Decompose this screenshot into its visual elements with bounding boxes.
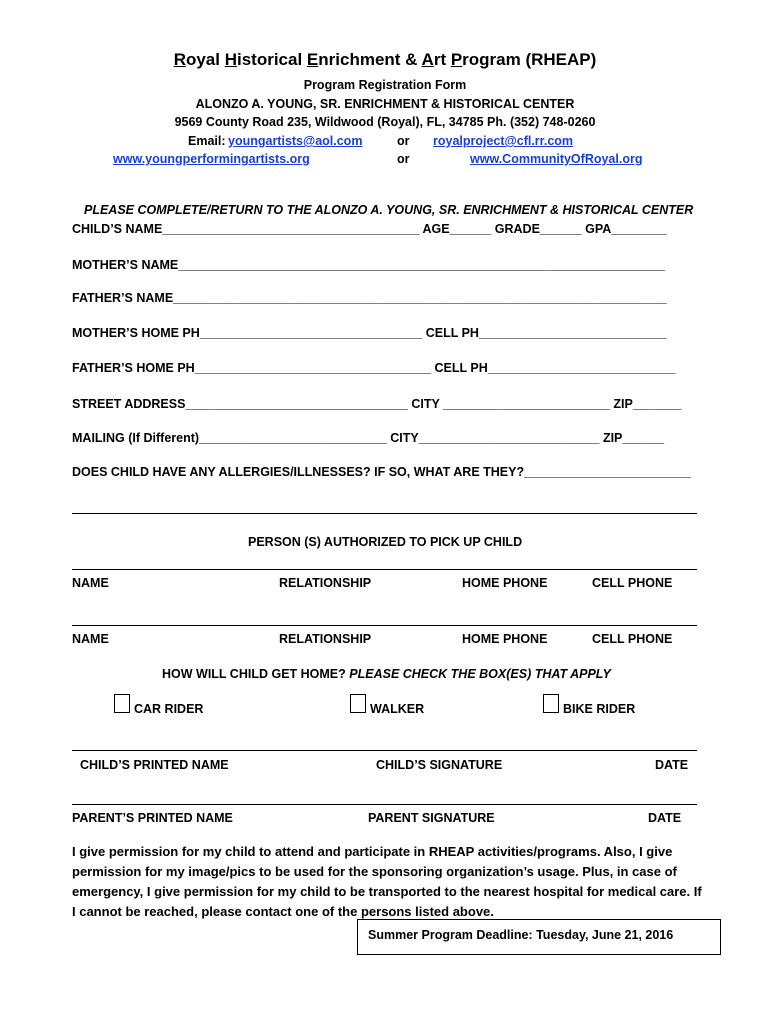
childs-printed-name-label: CHILD’S PRINTED NAME: [80, 758, 229, 772]
form-subtitle: Program Registration Form: [303, 78, 467, 92]
deadline-box: [357, 919, 721, 955]
or-text-1: or: [397, 134, 410, 148]
allergies-line[interactable]: [72, 513, 697, 514]
pickup-col-cell-phone: CELL PHONE: [592, 576, 673, 590]
return-instruction: PLEASE COMPLETE/RETURN TO THE ALONZO A. YOUNG, SR. ENRICHMENT & HISTORICAL CENTER: [84, 203, 694, 217]
website-link-2[interactable]: www.CommunityOfRoyal.org: [470, 152, 643, 166]
bike-rider-label: BIKE RIDER: [563, 702, 636, 716]
child-signature-line[interactable]: [72, 750, 697, 751]
mothers-phone-field[interactable]: MOTHER’S HOME PH________________________________ CELL PH___________________________: [72, 326, 667, 340]
or-text-2: or: [397, 152, 410, 166]
allergies-field[interactable]: DOES CHILD HAVE ANY ALLERGIES/ILLNESSES? IF SO, WHAT ARE THEY?________________________: [72, 465, 691, 479]
email-link-1[interactable]: youngartists@aol.com: [228, 134, 363, 148]
pickup-line-1[interactable]: [72, 569, 697, 570]
pickup-col-relationship: RELATIONSHIP: [279, 632, 372, 646]
walker-checkbox[interactable]: [350, 694, 366, 713]
parent-signature-line[interactable]: [72, 804, 697, 805]
car-rider-checkbox[interactable]: [114, 694, 130, 713]
deadline-text: Summer Program Deadline: Tuesday, June 21, 2016: [368, 928, 674, 942]
email-link-2[interactable]: royalproject@cfl.rr.com: [433, 134, 574, 148]
fathers-name-field[interactable]: FATHER’S NAME_______________________________________________________________________: [72, 291, 667, 305]
bike-rider-checkbox[interactable]: [543, 694, 559, 713]
center-address: 9569 County Road 235, Wildwood (Royal), FL, 34785 Ph. (352) 748-0260: [174, 115, 596, 129]
mothers-name-field[interactable]: MOTHER’S NAME______________________________________________________________________: [72, 258, 665, 272]
consent-paragraph: I give permission for my child to attend and participate in RHEAP activities/programs. Also, I give permission for my image/pics to be used for the sponsoring organization’s usage. Plus, in case of emergency, I give permission for my child to be transported to the nearest hospital for medical care. If I cannot be reached, please contact one of the persons listed above.: [72, 844, 702, 919]
fathers-phone-field[interactable]: FATHER’S HOME PH__________________________________ CELL PH___________________________: [72, 361, 676, 375]
center-name: ALONZO A. YOUNG, SR. ENRICHMENT & HISTORICAL CENTER: [195, 97, 575, 111]
pickup-heading: PERSON (S) AUTHORIZED TO PICK UP CHILD: [248, 535, 523, 549]
parent-signature-label: PARENT SIGNATURE: [368, 811, 495, 825]
car-rider-label: CAR RIDER: [134, 702, 204, 716]
pickup-col-home-phone: HOME PHONE: [462, 576, 548, 590]
childs-name-field[interactable]: CHILD’S NAME_____________________________________ AGE______ GRADE______ GPA________: [72, 222, 667, 236]
pickup-col-home-phone: HOME PHONE: [462, 632, 548, 646]
pickup-col-name: NAME: [72, 576, 109, 590]
pickup-col-name: NAME: [72, 632, 109, 646]
walker-label: WALKER: [370, 702, 425, 716]
pickup-line-2[interactable]: [72, 625, 697, 626]
transport-question: HOW WILL CHILD GET HOME? PLEASE CHECK THE BOX(ES) THAT APPLY: [162, 667, 611, 681]
mailing-address-field[interactable]: MAILING (If Different)___________________________ CITY__________________________ ZIP______: [72, 431, 665, 445]
page-title: Royal Historical Enrichment & Art Program (RHEAP): [173, 50, 597, 69]
parent-date-label: DATE: [648, 811, 682, 825]
childs-signature-label: CHILD’S SIGNATURE: [376, 758, 503, 772]
parents-printed-name-label: PARENT’S PRINTED NAME: [72, 811, 233, 825]
website-link-1[interactable]: www.youngperformingartists.org: [113, 152, 310, 166]
street-address-field[interactable]: STREET ADDRESS________________________________ CITY ________________________ ZIP_______: [72, 397, 682, 411]
child-date-label: DATE: [655, 758, 689, 772]
pickup-col-relationship: RELATIONSHIP: [279, 576, 372, 590]
email-label: Email:: [188, 134, 226, 148]
pickup-col-cell-phone: CELL PHONE: [592, 632, 673, 646]
